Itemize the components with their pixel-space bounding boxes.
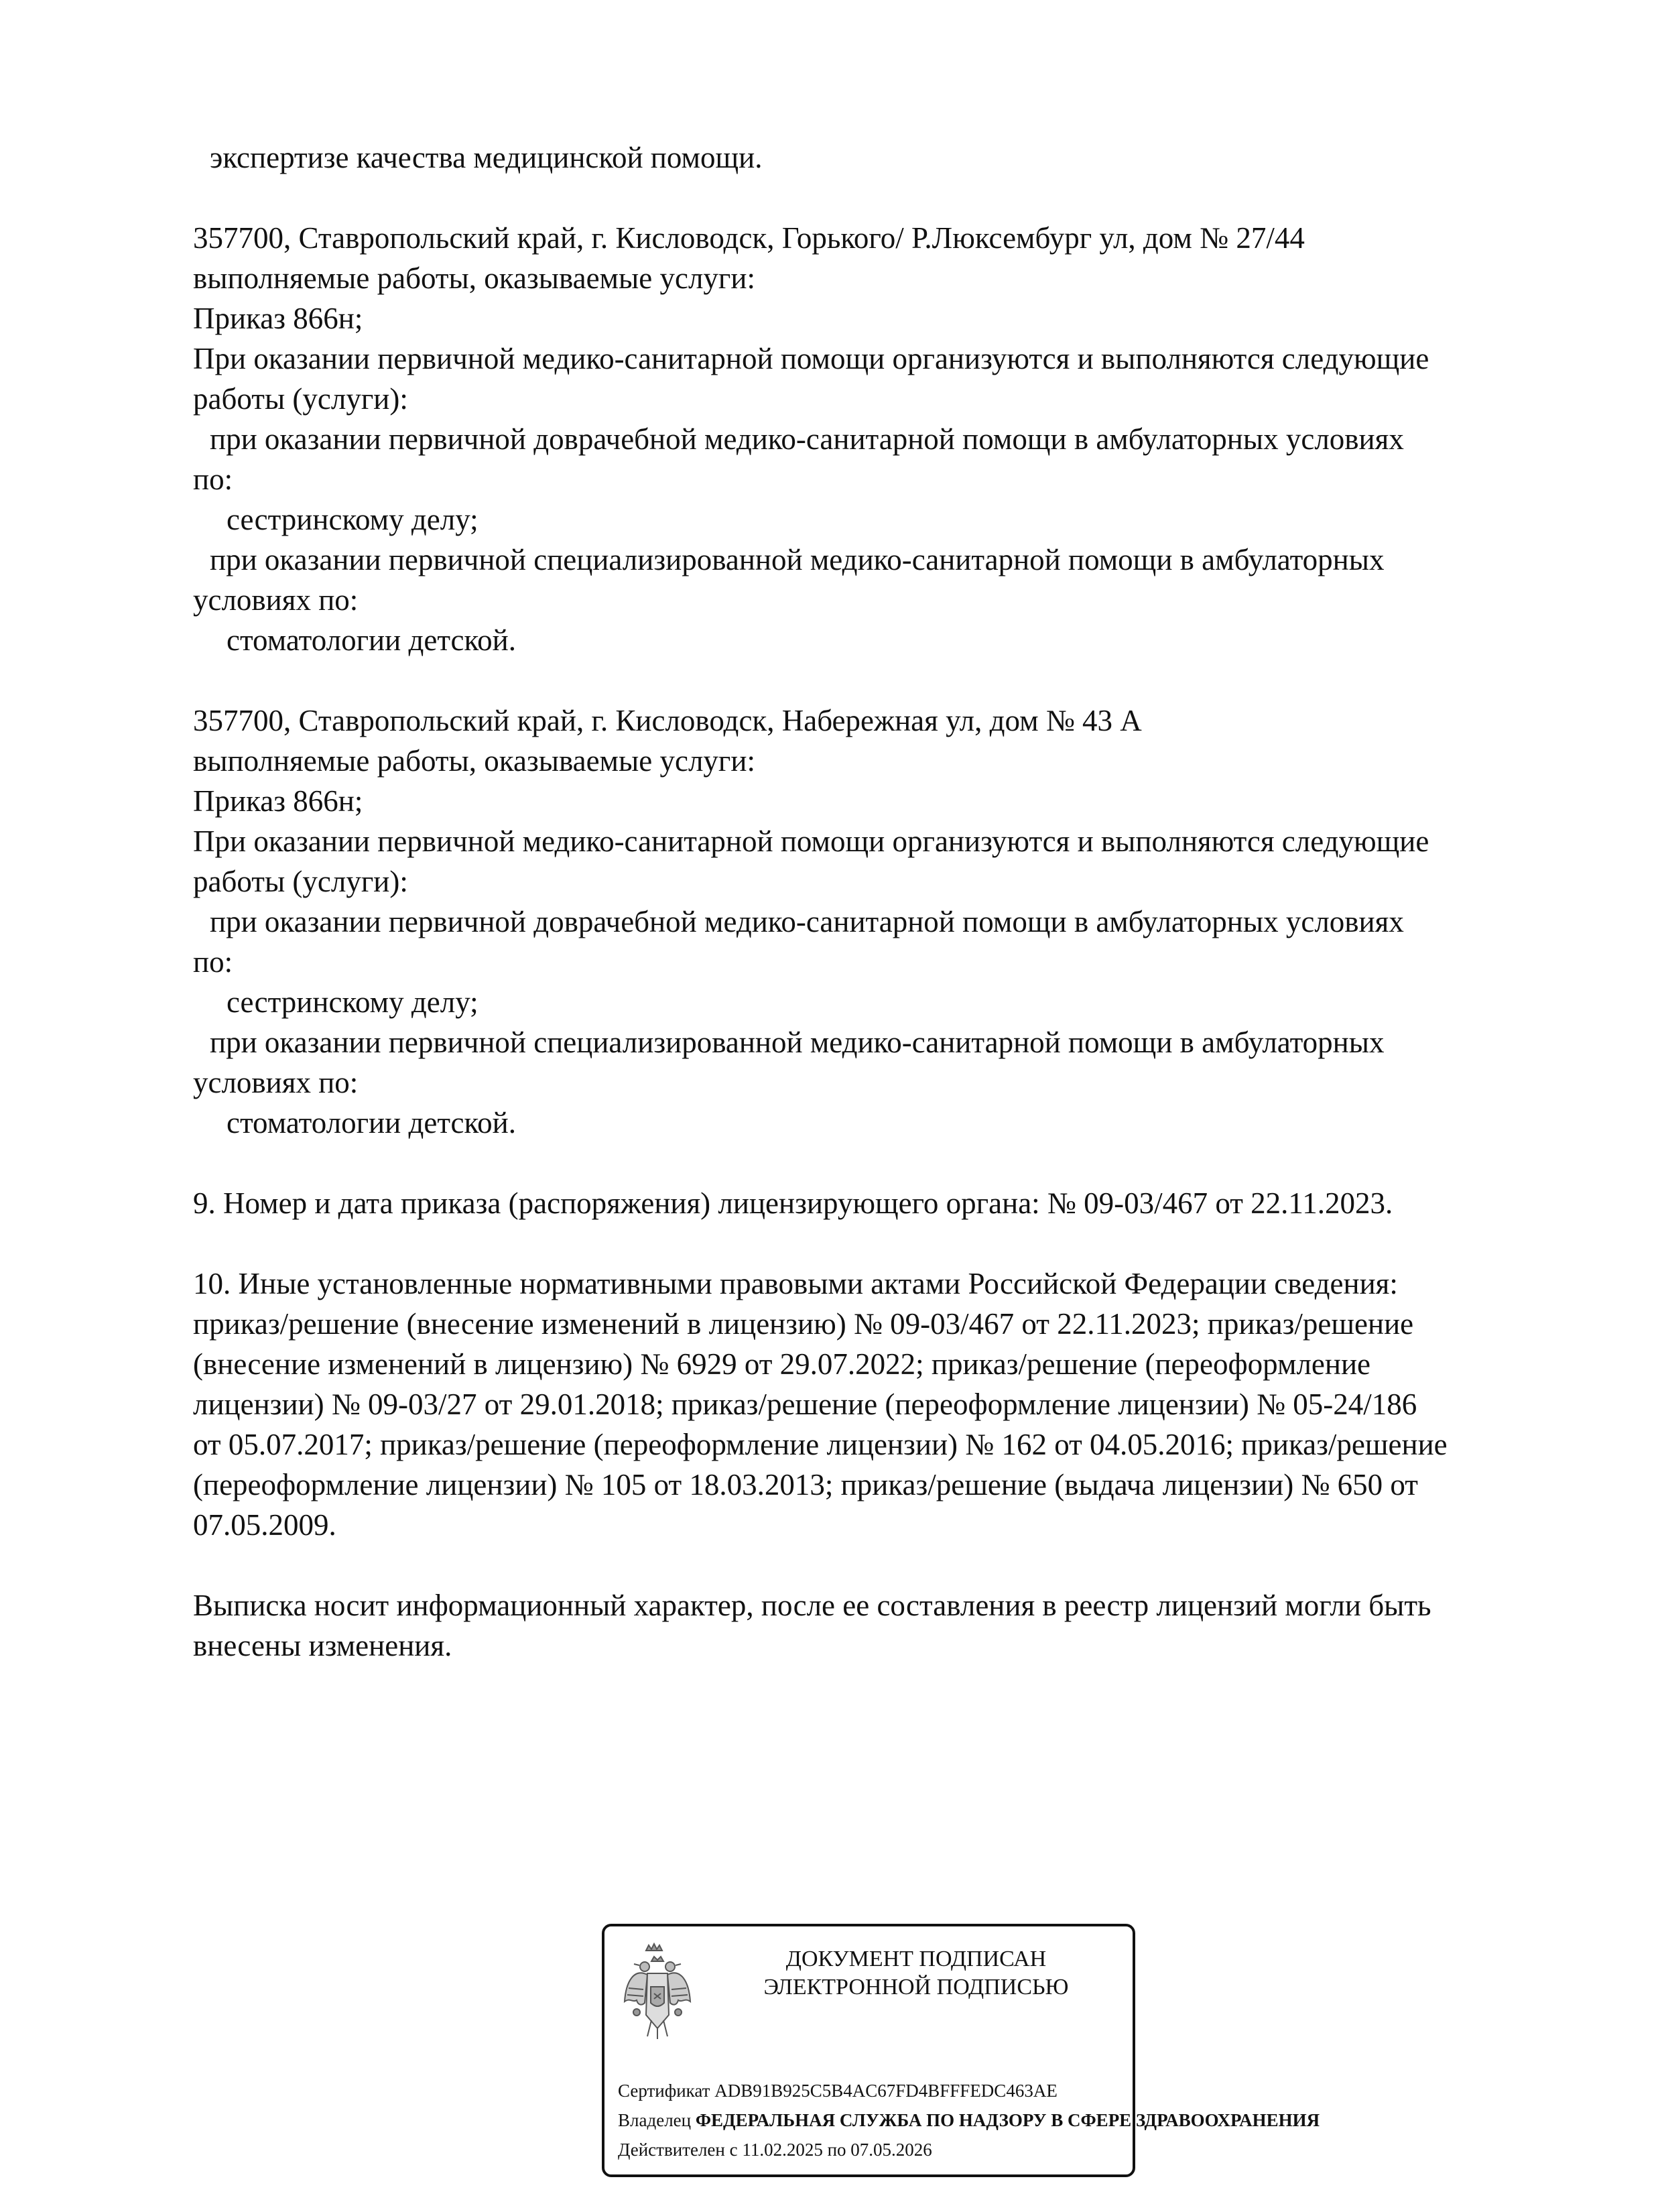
certificate-line — [618, 2079, 1058, 2102]
stamp-title-line-1: ДОКУМЕНТ ПОДПИСАН — [785, 1947, 1047, 1971]
note-line: внесены изменения. — [193, 1629, 452, 1662]
stamp-title-line-2: ЭЛЕКТРОННОЙ ПОДПИСЬЮ — [763, 1975, 1069, 2000]
disclaimer-note — [193, 1585, 1574, 1666]
special-item: стоматологии детской. — [227, 623, 516, 657]
special-line: при оказании первичной специализированной медико-санитарной помощи в амбулаторных — [210, 1026, 1385, 1059]
services-label: выполняемые работы, оказываемые услуги: — [193, 744, 755, 778]
address-line: 357700, Ставропольский край, г. Кисловодск, Горького/ Р.Люксембург ул, дом № 27/44 — [193, 221, 1305, 255]
pre-doctor-line-cont: по: — [193, 945, 233, 979]
top-line: экспертизе качества медицинской помощи. — [210, 141, 763, 174]
note-line: Выписка носит информационный характер, после ее составления в реестр лицензий могли быть — [193, 1589, 1431, 1622]
item-9: 9. Номер и дата приказа (распоряжения) лицензирующего органа: № 09-03/467 от 22.11.2023. — [193, 1186, 1393, 1220]
special-line-cont: условиях по: — [193, 1066, 359, 1099]
item-10-line: 07.05.2009. — [193, 1508, 336, 1542]
item-10-line: от 05.07.2017; приказ/решение (переоформление лицензии) № 162 от 04.05.2016; приказ/решение — [193, 1428, 1448, 1461]
intro-line-cont: работы (услуги): — [193, 382, 408, 416]
intro-line-cont: работы (услуги): — [193, 865, 408, 898]
pre-doctor-item: сестринскому делу; — [227, 985, 478, 1019]
pre-doctor-line: при оказании первичной доврачебной медико-санитарной помощи в амбулаторных условиях — [210, 905, 1404, 938]
special-line: при оказании первичной специализированной медико-санитарной помощи в амбулаторных — [210, 543, 1385, 576]
order-line: Приказ 866н; — [193, 302, 363, 335]
special-line-cont: условиях по: — [193, 583, 359, 617]
document-body — [193, 137, 1574, 1666]
pre-doctor-line: при оказании первичной доврачебной медико-санитарной помощи в амбулаторных условиях — [210, 422, 1404, 456]
owner-line — [618, 2109, 1320, 2132]
address-block-2 — [193, 700, 1574, 1143]
item-10-line: 10. Иные установленные нормативными правовыми актами Российской Федерации сведения: — [193, 1267, 1398, 1300]
address-line: 357700, Ставропольский край, г. Кисловодск, Набережная ул, дом № 43 А — [193, 704, 1142, 737]
pre-doctor-line-cont: по: — [193, 463, 233, 496]
order-line: Приказ 866н; — [193, 784, 363, 818]
services-label: выполняемые работы, оказываемые услуги: — [193, 261, 755, 295]
item-10-line: приказ/решение (внесение изменений в лицензию) № 09-03/467 от 22.11.2023; приказ/решение — [193, 1307, 1414, 1341]
intro-line: При оказании первичной медико-санитарной помощи организуются и выполняются следующие — [193, 342, 1429, 375]
russian-coat-of-arms-icon — [621, 1941, 694, 2042]
item-10 — [193, 1264, 1574, 1545]
special-item: стоматологии детской. — [227, 1106, 516, 1140]
owner-label: Владелец — [618, 2110, 692, 2130]
stamp-title — [725, 1945, 1107, 2002]
item-10-line: лицензии) № 09-03/27 от 29.01.2018; приказ/решение (переоформление лицензии) № 05-24/186 — [193, 1388, 1417, 1421]
owner-value: ФЕДЕРАЛЬНАЯ СЛУЖБА ПО НАДЗОРУ В СФЕРЕ ЗДРАВООХРАНЕНИЯ — [695, 2110, 1320, 2130]
intro-line: При оказании первичной медико-санитарной помощи организуются и выполняются следующие — [193, 824, 1429, 858]
pre-doctor-item: сестринскому делу; — [227, 503, 478, 536]
certificate-value: ADB91B925C5B4AC67FD4BFFFEDC463AE — [714, 2081, 1058, 2101]
address-block-1 — [193, 218, 1574, 660]
certificate-label: Сертификат — [618, 2081, 710, 2101]
signature-stamp — [602, 1924, 1320, 2177]
item-10-line: (переоформление лицензии) № 105 от 18.03.2013; приказ/решение (выдача лицензии) № 650 от — [193, 1468, 1418, 1501]
validity-line: Действителен с 11.02.2025 по 07.05.2026 — [618, 2140, 932, 2160]
item-10-line: (внесение изменений в лицензию) № 6929 от 29.07.2022; приказ/решение (переоформление — [193, 1347, 1371, 1381]
